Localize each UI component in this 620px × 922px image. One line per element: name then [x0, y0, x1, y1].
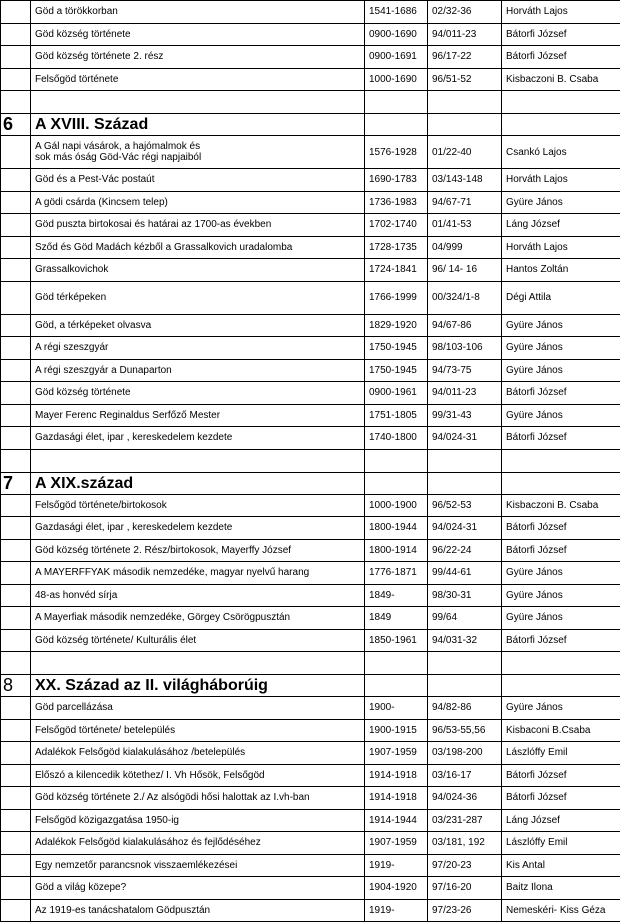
title-cell: Göd parcellázása [31, 697, 365, 720]
years-cell: 1907-1959 [365, 742, 428, 765]
row-number-cell [1, 68, 31, 91]
table-row [1, 742, 620, 765]
years-cell: 1766-1999 [365, 281, 428, 314]
section-number: 7 [1, 472, 31, 494]
author-cell: Dégi Attila [502, 281, 620, 314]
reference-cell: 03/143-148 [428, 169, 502, 192]
author-cell: Gyüre János [502, 191, 620, 214]
author-cell: Horváth Lajos [502, 169, 620, 192]
years-cell: 1751-1805 [365, 404, 428, 427]
reference-cell: 94/73-75 [428, 359, 502, 382]
author-cell: Kisbaczoni B. Csaba [502, 494, 620, 517]
title-cell: Gazdasági élet, ipar , kereskedelem kezdete [31, 427, 365, 450]
reference-cell: 96/53-55,56 [428, 719, 502, 742]
reference-cell: 94/031-32 [428, 629, 502, 652]
title-cell: Göd a világ közepe? [31, 877, 365, 900]
table-row [1, 23, 620, 46]
author-cell: Gyüre János [502, 337, 620, 360]
years-cell: 1850-1961 [365, 629, 428, 652]
author-cell: Kisbaconi B.Csaba [502, 719, 620, 742]
row-number-cell [1, 46, 31, 69]
author-cell: Bátorfi József [502, 539, 620, 562]
title-cell [31, 281, 365, 314]
reference-cell: 98/30-31 [428, 584, 502, 607]
title-cell: Göd község története [31, 382, 365, 405]
title-cell: Göd puszta birtokosai és határai az 1700-as években [31, 214, 365, 237]
reference-cell: 94/67-71 [428, 191, 502, 214]
table-row [1, 877, 620, 900]
author-cell: Bátorfi József [502, 787, 620, 810]
title-cell: Grassalkovichok [31, 259, 365, 282]
section-title: XX. Század az II. világháborúig [31, 675, 365, 697]
section-title: A XVIII. Század [31, 114, 365, 136]
table-row [1, 427, 620, 450]
years-cell: 1849 [365, 607, 428, 630]
table-row [1, 584, 620, 607]
title-cell: Felsőgöd története [31, 68, 365, 91]
table-row [1, 719, 620, 742]
years-cell: 1728-1735 [365, 236, 428, 259]
table-row [1, 517, 620, 540]
title-cell: Göd és a Pest-Vác postaút [31, 169, 365, 192]
years-cell: 1724-1841 [365, 259, 428, 282]
reference-cell: 03/198-200 [428, 742, 502, 765]
author-cell: Horváth Lajos [502, 236, 620, 259]
years-cell: 1907-1959 [365, 832, 428, 855]
author-cell: Bátorfi József [502, 517, 620, 540]
section-header-row [1, 114, 620, 136]
table-row [1, 136, 620, 169]
title-cell: Göd a törökkorban [31, 1, 365, 24]
author-cell: Láng József [502, 809, 620, 832]
reference-cell: 03/231-287 [428, 809, 502, 832]
reference-cell: 03/181, 192 [428, 832, 502, 855]
years-cell: 1750-1945 [365, 359, 428, 382]
years-cell: 1736-1983 [365, 191, 428, 214]
title-cell: Egy nemzetőr parancsnok visszaemlékezései [31, 854, 365, 877]
author-cell: Baitz Ilona [502, 877, 620, 900]
years-cell: 1702-1740 [365, 214, 428, 237]
author-cell: Bátorfi József [502, 382, 620, 405]
title-cell: Göd község története/ Kulturális élet [31, 629, 365, 652]
spacer-row [1, 91, 620, 114]
title-cell: Adalékok Felsőgöd kialakulásához /betelepülés [31, 742, 365, 765]
reference-cell: 97/16-20 [428, 877, 502, 900]
years-cell: 1740-1800 [365, 427, 428, 450]
years-cell: 0900-1691 [365, 46, 428, 69]
author-cell: Lászlóffy Emil [502, 742, 620, 765]
reference-cell: 94/024-31 [428, 427, 502, 450]
table-row [1, 854, 620, 877]
author-cell: Gyüre János [502, 697, 620, 720]
years-cell: 1914-1918 [365, 787, 428, 810]
years-cell: 1919- [365, 899, 428, 922]
table-row [1, 236, 620, 259]
title-cell: Az 1919-es tanácshatalom Gödpusztán [31, 899, 365, 922]
reference-cell: 99/44-61 [428, 562, 502, 585]
title-cell: A Mayerfiak második nemzedéke, Görgey Csörögpusztán [31, 607, 365, 630]
table-row [1, 314, 620, 337]
reference-cell: 97/20-23 [428, 854, 502, 877]
years-cell: 1900-1915 [365, 719, 428, 742]
reference-cell: 02/32-36 [428, 1, 502, 24]
table-row [1, 787, 620, 810]
section-number: 6 [1, 114, 31, 136]
years-cell: 1914-1944 [365, 809, 428, 832]
title-cell: A régi szeszgyár [31, 337, 365, 360]
author-cell: Nemeskéri- Kiss Géza [502, 899, 620, 922]
title-cell: Gazdasági élet, ipar , kereskedelem kezdete [31, 517, 365, 540]
author-cell: Csankó Lajos [502, 136, 620, 169]
years-cell: 1750-1945 [365, 337, 428, 360]
years-cell: 1576-1928 [365, 136, 428, 169]
years-cell: 1914-1918 [365, 764, 428, 787]
author-cell: Hantos Zoltán [502, 259, 620, 282]
table-row [1, 382, 620, 405]
table-row [1, 539, 620, 562]
reference-cell: 94/011-23 [428, 382, 502, 405]
table-row [1, 1, 620, 24]
author-cell: Gyüre János [502, 359, 620, 382]
years-cell: 1849- [365, 584, 428, 607]
row-number-cell [1, 23, 31, 46]
title-cell: Felsőgöd története/ betelepülés [31, 719, 365, 742]
years-cell: 1919- [365, 854, 428, 877]
reference-cell: 94/024-31 [428, 517, 502, 540]
table-row [1, 191, 620, 214]
years-cell: 1800-1944 [365, 517, 428, 540]
author-cell: Bátorfi József [502, 629, 620, 652]
author-cell: Gyüre János [502, 314, 620, 337]
author-cell: Gyüre János [502, 404, 620, 427]
section-header-row [1, 472, 620, 494]
author-cell: Kisbaczoni B. Csaba [502, 68, 620, 91]
reference-cell: 04/999 [428, 236, 502, 259]
reference-cell: 94/67-86 [428, 314, 502, 337]
spacer-row [1, 652, 620, 675]
reference-cell: 98/103-106 [428, 337, 502, 360]
years-cell: 1000-1690 [365, 68, 428, 91]
reference-cell: 94/82-86 [428, 697, 502, 720]
title-cell: Előszó a kilencedik kötethez/ I. Vh Hősök, Felsőgöd [31, 764, 365, 787]
reference-cell: 94/024-36 [428, 787, 502, 810]
years-cell: 1541-1686 [365, 1, 428, 24]
years-cell: 1904-1920 [365, 877, 428, 900]
table-row [1, 809, 620, 832]
reference-cell: 96/ 14- 16 [428, 259, 502, 282]
author-cell: Kis Antal [502, 854, 620, 877]
years-cell: 1829-1920 [365, 314, 428, 337]
reference-cell: 01/22-40 [428, 136, 502, 169]
table-row [1, 214, 620, 237]
table-row [1, 764, 620, 787]
table-row [1, 68, 620, 91]
reference-cell: 97/23-26 [428, 899, 502, 922]
row-number-cell [1, 1, 31, 24]
reference-cell: 96/22-24 [428, 539, 502, 562]
years-cell: 0900-1690 [365, 23, 428, 46]
table-row [1, 697, 620, 720]
years-cell: 1000-1900 [365, 494, 428, 517]
table-row [1, 562, 620, 585]
table-row [1, 899, 620, 922]
reference-cell: 99/64 [428, 607, 502, 630]
reference-cell: 03/16-17 [428, 764, 502, 787]
title-cell: 48-as honvéd sírja [31, 584, 365, 607]
title-cell: Adalékok Felsőgöd kialakulásához és fejlődéséhez [31, 832, 365, 855]
reference-cell: 96/51-52 [428, 68, 502, 91]
table-row [1, 169, 620, 192]
section-header-row [1, 675, 620, 697]
years-cell: 1800-1914 [365, 539, 428, 562]
table-row [1, 337, 620, 360]
author-cell: Bátorfi József [502, 23, 620, 46]
title-cell: Sződ és Göd Madách kézből a Grassalkovich uradalomba [31, 236, 365, 259]
years-cell: 1776-1871 [365, 562, 428, 585]
title-cell: Göd, a térképeket olvasva [31, 314, 365, 337]
reference-cell: 96/17-22 [428, 46, 502, 69]
author-cell: Lászlóffy Emil [502, 832, 620, 855]
table-row [1, 359, 620, 382]
table-row [1, 404, 620, 427]
years-cell: 0900-1961 [365, 382, 428, 405]
section-title: A XIX.század [31, 472, 365, 494]
section-number: 8 [1, 675, 31, 697]
title-cell: A régi szeszgyár a Dunaparton [31, 359, 365, 382]
reference-cell: 99/31-43 [428, 404, 502, 427]
title-line: sok más óság Göd-Vác régi napjaiból [35, 152, 360, 163]
years-cell: 1690-1783 [365, 169, 428, 192]
title-cell: A MAYERFFYAK második nemzedéke, magyar nyelvű harang [31, 562, 365, 585]
title-cell: Felsőgöd közigazgatása 1950-ig [31, 809, 365, 832]
table-row [1, 494, 620, 517]
author-cell: Horváth Lajos [502, 1, 620, 24]
title-cell: Felsőgöd története/birtokosok [31, 494, 365, 517]
title-cell: Göd község története 2. rész [31, 46, 365, 69]
title-cell [31, 136, 365, 169]
title-cell: Mayer Ferenc Reginaldus Serfőző Mester [31, 404, 365, 427]
reference-cell: 94/011-23 [428, 23, 502, 46]
table-row [1, 629, 620, 652]
title-line: A Gál napi vásárok, a hajómalmok és [35, 141, 360, 152]
title-cell: Göd község története 2. Rész/birtokosok, Mayerffy József [31, 539, 365, 562]
author-cell: Gyüre János [502, 584, 620, 607]
table-row [1, 832, 620, 855]
author-cell: Bátorfi József [502, 427, 620, 450]
table-row [1, 281, 620, 314]
table-row [1, 46, 620, 69]
author-cell: Gyüre János [502, 607, 620, 630]
author-cell: Bátorfi József [502, 46, 620, 69]
row-number-cell [1, 136, 31, 169]
author-cell: Láng József [502, 214, 620, 237]
table-row [1, 259, 620, 282]
table-row [1, 607, 620, 630]
reference-cell: 00/324/1-8 [428, 281, 502, 314]
author-cell: Bátorfi József [502, 764, 620, 787]
reference-cell: 96/52-53 [428, 494, 502, 517]
title-line: Göd térképeken [35, 292, 360, 303]
title-cell: A gödi csárda (Kincsem telep) [31, 191, 365, 214]
years-cell: 1900- [365, 697, 428, 720]
reference-cell: 01/41-53 [428, 214, 502, 237]
author-cell: Gyüre János [502, 562, 620, 585]
title-cell: Göd község története 2./ Az alsógödi hősi halottak az I.vh-ban [31, 787, 365, 810]
title-cell: Göd község története [31, 23, 365, 46]
spacer-row [1, 449, 620, 472]
